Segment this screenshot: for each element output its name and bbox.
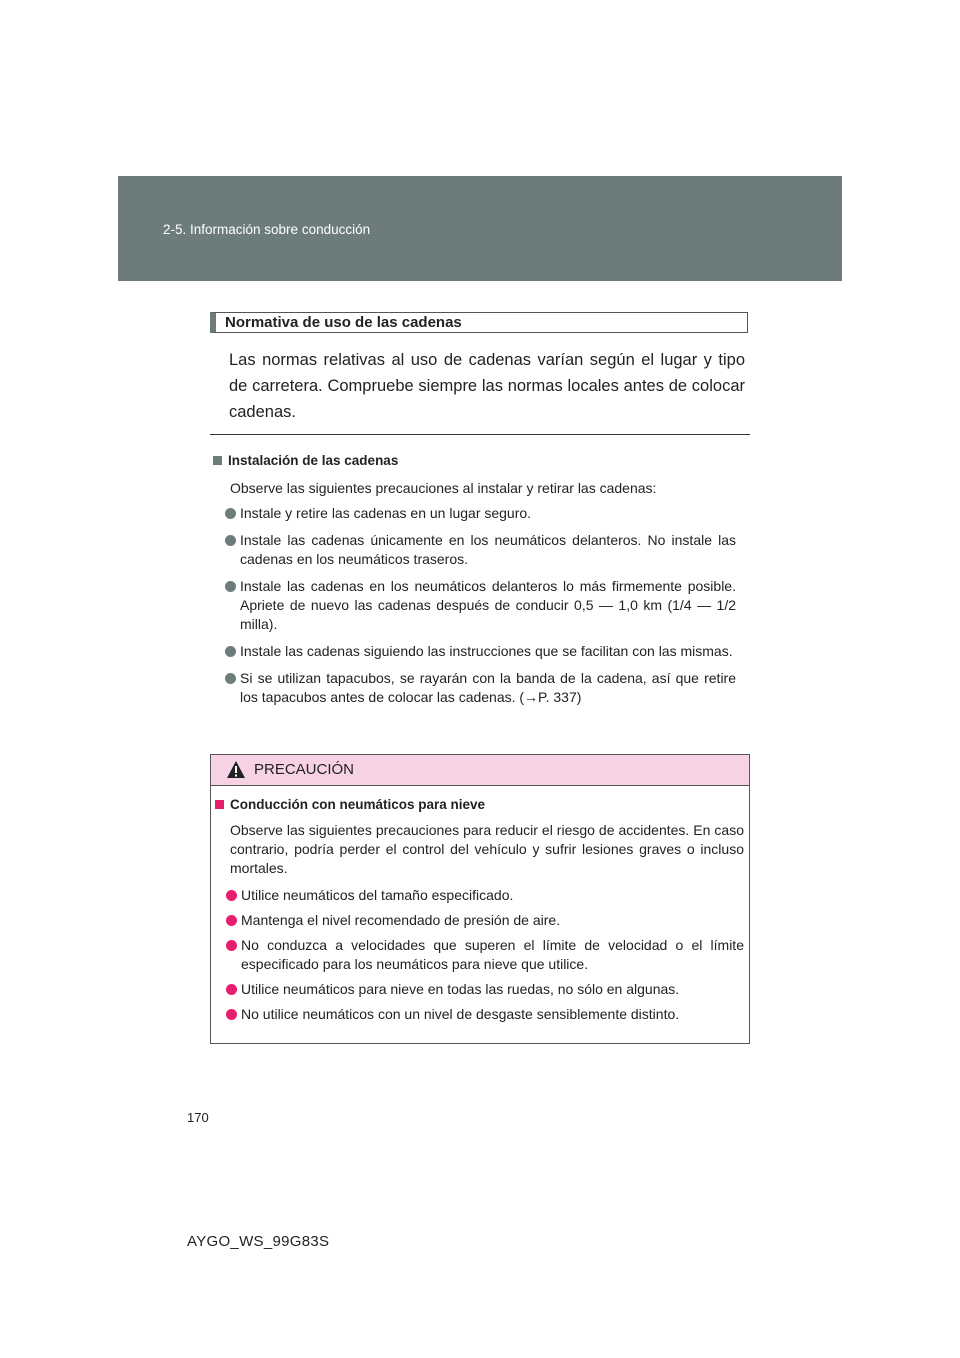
bullet-dot-icon [226, 890, 237, 901]
document-code: AYGO_WS_99G83S [187, 1233, 330, 1250]
caution-title [215, 797, 485, 812]
bullet-dot-icon [225, 581, 236, 592]
list-item: Instale y retire las cadenas en un lugar seguro. [214, 504, 736, 523]
caution-title-text: Conducción con neumáticos para nieve [230, 797, 486, 812]
caution-label: PRECAUCIÓN [254, 761, 355, 778]
list-item: No utilice neumáticos con un nivel de desgaste sensiblemente distinto. [215, 1005, 744, 1024]
list-item: Si se utilizan tapacubos, se rayarán con la banda de la cadena, así que retire los tapacubos antes de colocar las cadenas. (→P. 337) [214, 669, 736, 707]
installation-title [213, 453, 398, 468]
installation-lead: Observe las siguientes precauciones al instalar y retirar las cadenas: [230, 480, 657, 496]
square-bullet-icon [213, 456, 222, 465]
caution-list [215, 886, 744, 1030]
caution-header [211, 755, 749, 786]
bullet-dot-icon [225, 673, 236, 684]
page-number: 170 [187, 1110, 209, 1125]
caution-text: Observe las siguientes precauciones para reducir el riesgo de accidentes. En caso contrario, podría perder el control del vehículo y sufrir lesiones graves o incluso mortales. [230, 822, 744, 876]
section-breadcrumb: 2-5. Información sobre conducción [163, 222, 371, 237]
list-item: Utilice neumáticos para nieve en todas las ruedas, no sólo en algunas. [215, 980, 744, 999]
square-bullet-icon [215, 800, 224, 809]
installation-list [214, 504, 736, 715]
installation-title-text: Instalación de las cadenas [228, 453, 399, 468]
list-item: Instale las cadenas en los neumáticos delanteros lo más firmemente posible. Apriete de nuevo las cadenas después de conducir 0,5 — 1,0 km (1/4 — 1/2 milla). [214, 577, 736, 634]
chapter-header-band [118, 176, 842, 281]
list-item: Instale las cadenas únicamente en los neumáticos delanteros. No instale las cadenas en los neumáticos traseros. [214, 531, 736, 569]
bullet-dot-icon [225, 508, 236, 519]
bullet-dot-icon [226, 940, 237, 951]
list-item: No conduzca a velocidades que superen el límite de velocidad o el límite especificado para los neumáticos para nieve que utilice. [215, 936, 744, 974]
caution-box [210, 754, 750, 1044]
list-item: Instale las cadenas siguiendo las instrucciones que se facilitan con las mismas. [214, 642, 736, 661]
divider [210, 434, 750, 435]
list-item: Mantenga el nivel recomendado de presión de aire. [215, 911, 744, 930]
bullet-dot-icon [225, 646, 236, 657]
bullet-dot-icon [226, 1009, 237, 1020]
warning-triangle-icon [227, 761, 245, 778]
bullet-dot-icon [226, 915, 237, 926]
bullet-dot-icon [225, 535, 236, 546]
bullet-dot-icon [226, 984, 237, 995]
section-intro: Las normas relativas al uso de cadenas varían según el lugar y tipo de carretera. Compruebe siempre las normas locales antes de colocar cadenas. [229, 351, 745, 421]
section-title: Normativa de uso de las cadenas [210, 312, 748, 333]
list-item: Utilice neumáticos del tamaño especificado. [215, 886, 744, 905]
